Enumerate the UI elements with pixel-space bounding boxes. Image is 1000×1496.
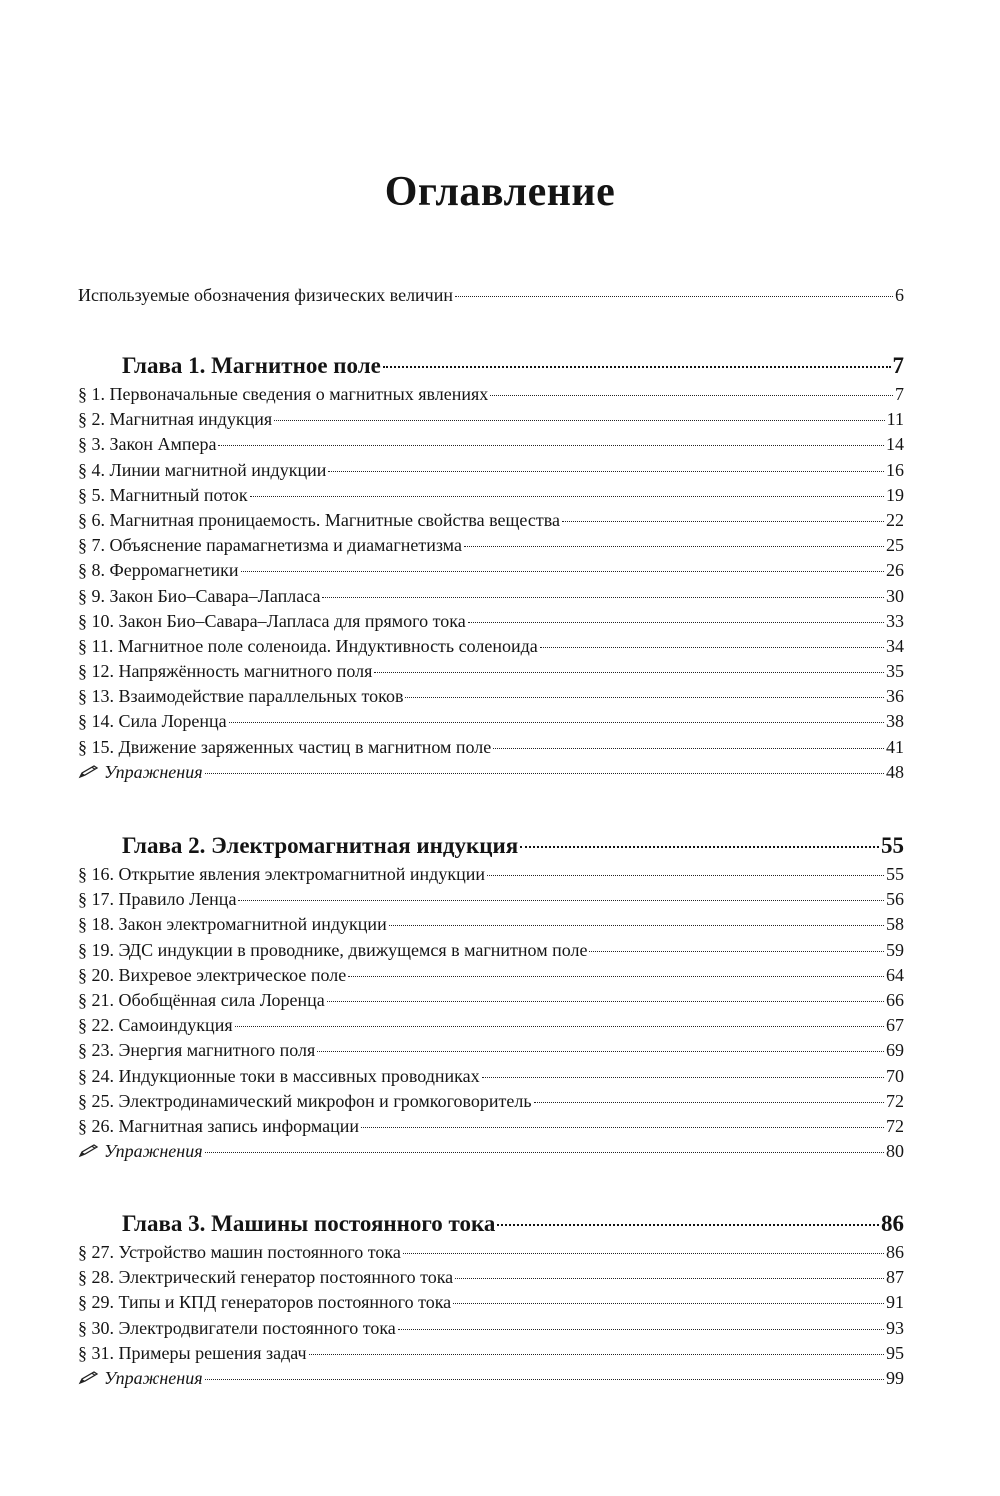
dot-leader [487,875,884,876]
dot-leader [205,773,884,774]
pencil-icon [78,1144,100,1158]
toc-entry-page: 16 [886,459,904,480]
toc-entry-page: 93 [886,1317,904,1338]
toc-entry-page: 72 [886,1115,904,1136]
toc-entry-label: § 16. Открытие явления электромагнитной индукции [78,864,485,884]
toc-entry[interactable] [78,609,904,634]
pencil-icon [78,1371,100,1385]
toc-entry-label: § 1. Первоначальные сведения о магнитных явлениях [78,384,489,404]
toc-entry[interactable] [78,735,904,760]
toc-entry-page: 25 [886,535,904,556]
dot-leader [274,420,885,421]
toc-entry-label [78,1366,203,1391]
dot-leader [403,1253,884,1254]
exercises-label: Упражнения [104,1141,203,1162]
exercises-entry[interactable] [78,1139,904,1164]
toc-entry[interactable] [78,938,904,963]
toc-entry-label: § 10. Закон Био–Савара–Лапласа для прямого тока [78,610,466,631]
toc-entry[interactable] [78,634,904,659]
toc-entry-page: 91 [886,1292,904,1313]
toc-entry-page: 30 [886,585,904,606]
toc-entry[interactable] [78,508,904,533]
toc-entry-label: § 28. Электрический генератор постоянного тока [78,1267,454,1288]
chapter-section [78,350,904,785]
dot-leader [374,672,884,673]
toc-entry-page: 41 [886,736,904,757]
toc-entry[interactable] [78,988,904,1013]
dot-leader [490,395,893,396]
dot-leader [520,846,879,848]
toc-entry[interactable] [78,1265,904,1290]
dot-leader [205,1379,884,1380]
toc-entry-page: 7 [895,384,904,404]
exercises-entry[interactable] [78,760,904,785]
dot-leader [455,1278,884,1279]
dot-leader [229,722,884,723]
toc-entry[interactable] [78,533,904,558]
toc-entry-label: § 7. Объяснение парамагнетизма и диамагнетизма [78,535,462,556]
toc-entry-label: § 15. Движение заряженных частиц в магнитном поле [78,736,492,757]
chapter-heading[interactable] [78,1208,904,1240]
pencil-icon [78,765,100,779]
toc-entry-page: 33 [886,610,904,631]
dot-leader [309,1354,884,1355]
toc-entry-label: § 4. Линии магнитной индукции [78,459,327,480]
toc-entry-label: § 12. Напряжённость магнитного поля [78,661,373,682]
toc-entry[interactable] [78,659,904,684]
toc-entry-label: § 26. Магнитная запись информации [78,1115,360,1136]
dot-leader [482,1077,884,1078]
toc-entry-label: § 3. Закон Ампера [78,434,217,455]
toc-entry-label: § 17. Правило Ленца [78,889,237,910]
dot-leader [317,1051,884,1052]
toc-entry-label: § 25. Электродинамический микрофон и громкоговоритель [78,1090,532,1111]
toc-entry[interactable] [78,1341,904,1366]
dot-leader [405,697,884,698]
toc-entry-page: 26 [886,560,904,581]
toc-entry-page: 95 [886,1342,904,1363]
toc-entry-label: § 20. Вихревое электрическое поле [78,964,347,985]
page-title: Оглавление [384,169,616,215]
toc-entry-label: Используемые обозначения физических величин [78,285,454,305]
chapter-heading[interactable] [78,350,904,382]
toc-entry[interactable] [78,1038,904,1063]
dot-leader [589,951,884,952]
toc-entry-label: § 24. Индукционные токи в массивных проводниках [78,1065,480,1086]
toc-entry-page: 35 [886,661,904,682]
toc-entry-label: § 8. Ферромагнетики [78,560,239,581]
exercises-label: Упражнения [104,1367,203,1388]
toc-entry[interactable] [78,407,904,432]
toc-entry-label: § 19. ЭДС индукции в проводнике, движущемся в магнитном поле [78,939,588,960]
toc-entry[interactable] [78,458,904,483]
toc-entry[interactable] [78,1114,904,1139]
toc-entry-label: Глава 3. Машины постоянного тока [122,1211,496,1236]
toc-entry[interactable] [78,584,904,609]
exercises-label: Упражнения [104,761,203,782]
toc-entry-label: Глава 1. Магнитное поле [122,353,381,378]
toc-entry[interactable] [78,1089,904,1114]
toc-entry-page: 55 [886,864,904,884]
toc-entry[interactable] [78,887,904,912]
toc-entry[interactable] [78,558,904,583]
exercises-entry[interactable] [78,1366,904,1391]
dot-leader [327,1001,884,1002]
toc-entry-page: 70 [886,1065,904,1086]
toc-entry-page: 19 [886,484,904,505]
toc-entry[interactable] [78,862,904,887]
toc-entry-page: 22 [886,509,904,530]
dot-leader [235,1026,884,1027]
dot-leader [361,1127,884,1128]
toc-entry-page: 58 [886,914,904,935]
dot-leader [348,976,884,977]
toc-entry-label: Глава 2. Электромагнитная индукция [122,833,519,858]
toc-entry[interactable] [78,432,904,457]
toc-entry-label: § 27. Устройство машин постоянного тока [78,1242,401,1262]
toc-entry-page: 86 [881,1211,904,1236]
toc-entry-page: 69 [886,1040,904,1061]
toc-entry-label: § 31. Примеры решения задач [78,1342,307,1363]
toc-entry-label: § 22. Самоиндукция [78,1015,233,1036]
dot-leader [241,571,884,572]
dot-leader [250,496,884,497]
toc-entry-page: 11 [886,409,904,430]
toc-entry-page: 66 [886,989,904,1010]
toc-entry-label: § 2. Магнитная индукция [78,409,273,430]
toc-entry-page: 34 [886,635,904,656]
toc-entry[interactable] [78,1240,904,1265]
toc-entry-label: § 29. Типы и КПД генераторов постоянного тока [78,1292,452,1313]
toc-entry[interactable] [78,1064,904,1089]
toc-entry[interactable] [78,912,904,937]
toc-entry[interactable] [78,709,904,734]
dot-leader [322,597,884,598]
toc-entry-label [78,1139,203,1164]
toc-entry-page: 59 [886,939,904,960]
dot-leader [468,622,884,623]
toc-entry-label: § 5. Магнитный поток [78,484,248,505]
toc-entry-page: 6 [895,285,904,305]
dot-leader [205,1152,884,1153]
toc-entry-label: § 23. Энергия магнитного поля [78,1040,316,1061]
toc-entry[interactable] [78,382,904,407]
toc-entry[interactable] [78,1013,904,1038]
toc-entry[interactable] [78,483,904,508]
toc-entry-page: 72 [886,1090,904,1111]
dot-leader [562,521,884,522]
toc-entry[interactable] [78,1290,904,1315]
toc-entry-page: 56 [886,889,904,910]
dot-leader [534,1102,884,1103]
toc-entry[interactable] [78,963,904,988]
toc-entry-page: 67 [886,1015,904,1036]
dot-leader [218,445,884,446]
dot-leader [493,748,884,749]
toc-entry-label: § 6. Магнитная проницаемость. Магнитные свойства вещества [78,509,560,530]
toc-entry-page: 87 [886,1267,904,1288]
toc-entry-page: 86 [886,1242,904,1262]
toc-entry-page: 38 [886,711,904,732]
toc-entry-label: § 13. Взаимодействие параллельных токов [78,686,404,707]
toc-entry-page: 14 [886,434,904,455]
toc-entry[interactable] [78,1316,904,1341]
dot-leader [455,296,893,297]
dot-leader [497,1224,879,1226]
dot-leader [464,546,884,547]
toc-entry-label: § 21. Обобщённая сила Лоренца [78,989,325,1010]
toc-entry-page: 55 [881,833,904,858]
dot-leader [328,471,884,472]
dot-leader [453,1303,884,1304]
dot-leader [238,900,884,901]
toc-entry-page: 80 [886,1141,904,1162]
toc-entry-label [78,760,203,785]
dot-leader [383,366,891,368]
toc-entry-label: § 18. Закон электромагнитной индукции [78,914,387,935]
toc-entry[interactable] [78,684,904,709]
toc-entry-page: 36 [886,686,904,707]
toc-entry-label: § 9. Закон Био–Савара–Лапласа [78,585,321,606]
chapter-heading[interactable] [78,830,904,862]
toc-entry-page: 99 [886,1367,904,1388]
toc-entry-label: § 11. Магнитное поле соленоида. Индуктивность соленоида [78,635,538,656]
dot-leader [398,1329,884,1330]
toc-entry-page: 48 [886,761,904,782]
toc-intro-entry[interactable] [78,283,904,308]
toc-entry-page: 64 [886,964,904,985]
dot-leader [540,647,884,648]
toc-entry-label: § 14. Сила Лоренца [78,711,227,732]
toc-entry-page: 7 [892,353,904,378]
chapter-section [78,1208,904,1391]
toc-entry-label: § 30. Электродвигатели постоянного тока [78,1317,396,1338]
chapter-section [78,830,904,1164]
dot-leader [389,925,884,926]
